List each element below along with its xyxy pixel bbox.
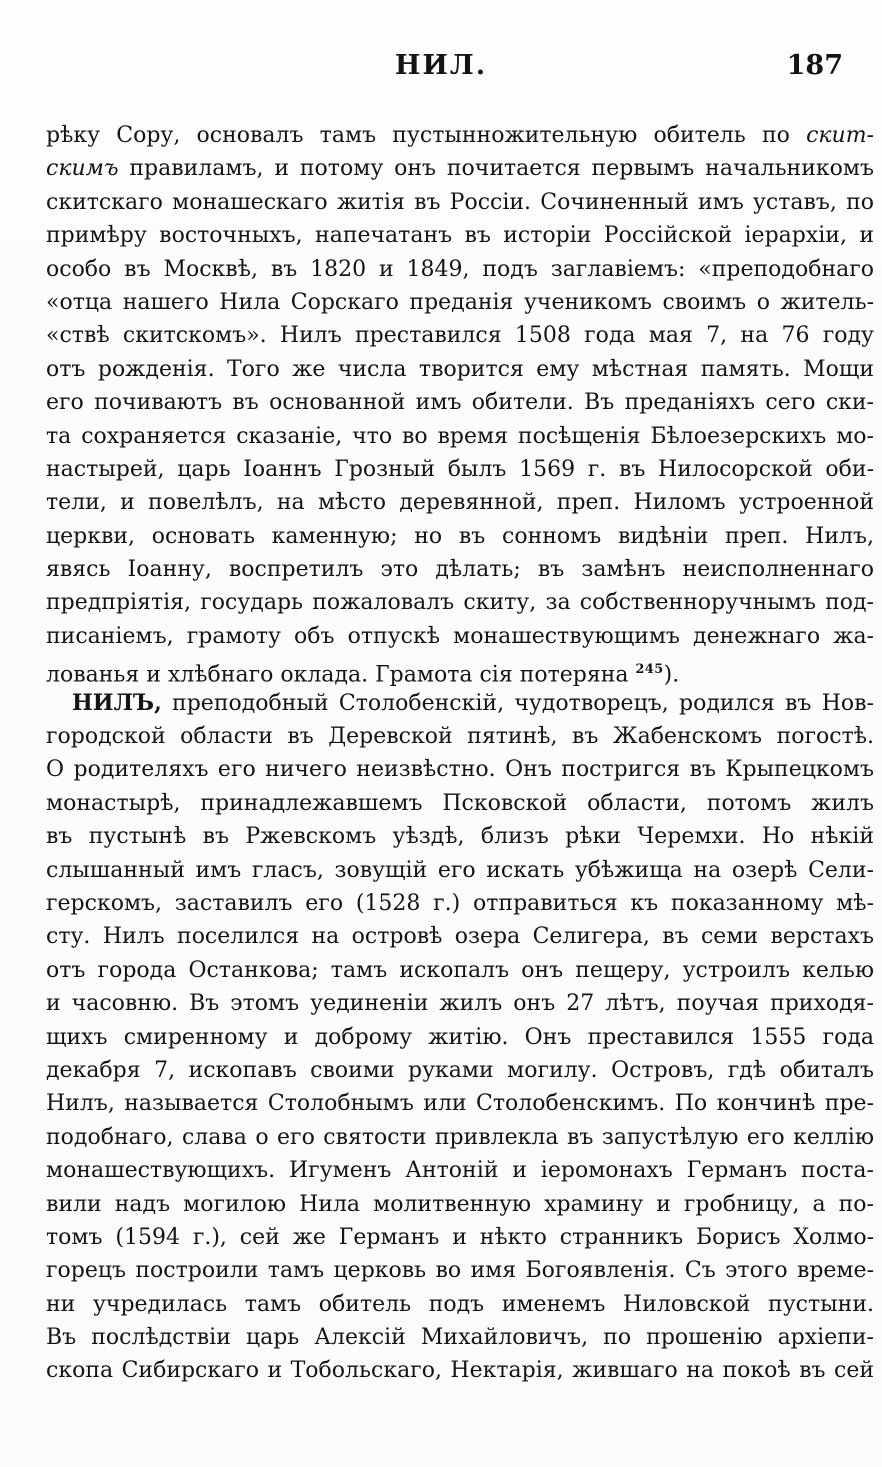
text-line — [46, 453, 874, 486]
text-segment: горецъ построили тамъ церковь во имя Богоявленія. Съ этого време- — [46, 1258, 874, 1284]
text-line — [46, 1288, 874, 1321]
text-segment: его почиваютъ въ основанной имъ обители. Въ преданіяхъ сего ски- — [46, 390, 874, 416]
text-line — [46, 186, 874, 219]
text-line — [46, 987, 874, 1020]
text-segment: ). — [663, 662, 680, 687]
running-title: НИЛ. — [394, 50, 488, 81]
text-line — [46, 219, 874, 252]
page-number: 187 — [786, 50, 843, 81]
text-segment: настырей, царь Іоаннъ Грозный былъ 1569 г. въ Нилосорской оби- — [46, 456, 874, 482]
page-body — [46, 119, 874, 1388]
text-line — [46, 1254, 874, 1287]
text-segment: декабря 7, ископавъ своими руками могилу. Островъ, гдѣ обиталъ — [46, 1057, 874, 1083]
text-segment: отъ рожденія. Того же числа творится ему мѣстная память. Мощи — [46, 356, 874, 382]
text-line — [46, 653, 874, 686]
page-header — [46, 50, 882, 90]
text-segment: подобнаго, слава о его святости привлекла въ запустѣлую его келлію — [46, 1124, 874, 1150]
text-segment: правиламъ, и потому онъ почитается первымъ начальникомъ — [118, 156, 874, 182]
text-line — [46, 854, 874, 887]
text-line — [46, 353, 874, 386]
text-segment: примѣру восточныхъ, напечатанъ въ исторіи Россійской іерархіи, и — [46, 223, 874, 249]
text-line — [46, 520, 874, 553]
text-line — [46, 920, 874, 953]
text-line — [46, 887, 874, 920]
text-line — [46, 1354, 874, 1387]
text-segment: писаніемъ, грамоту объ отпускѣ монашествующимъ денежнаго жа- — [46, 623, 874, 649]
text-segment: преподобный Столобенскій, чудотворецъ, родился въ Нов- — [161, 690, 874, 716]
text-line — [46, 1054, 874, 1087]
footnote-ref: 245 — [635, 662, 664, 678]
text-segment: лованья и хлѣбнаго оклада. Грамота сія потеряна — [46, 662, 636, 687]
text-line — [46, 420, 874, 453]
text-line — [46, 319, 874, 352]
text-segment: тели, и повелѣлъ, на мѣсто деревянной, преп. Ниломъ устроенной — [46, 490, 874, 516]
text-segment: герскомъ, заставилъ его (1528 г.) отправиться къ показанному мѣ- — [46, 890, 874, 916]
text-segment: скитскаго монашескаго житія въ Россіи. Сочиненный имъ уставъ, по — [46, 189, 874, 215]
text-segment: монашествующихъ. Игуменъ Антоній и іеромонахъ Германъ поста- — [46, 1158, 874, 1184]
text-segment: и часовню. Въ этомъ уединеніи жилъ онъ 27 лѣтъ, поучая приходя- — [46, 991, 874, 1017]
text-segment: особо въ Москвѣ, въ 1820 и 1849, подъ заглавіемъ: «преподобнаго — [46, 256, 874, 282]
text-line — [46, 1221, 874, 1254]
text-line — [46, 486, 874, 519]
text-segment: слышанный имъ гласъ, зовущій его искать убѣжища на озерѣ Сели- — [46, 857, 874, 883]
text-line — [46, 1154, 874, 1187]
text-segment: та сохраняется сказаніе, что во время посѣщенія Бѣлоезерскихъ мо- — [46, 423, 874, 449]
text-segment: скимъ — [46, 156, 119, 182]
text-segment: вили надъ могилою Нила молитвенную храмину и гробницу, а по- — [46, 1191, 874, 1217]
text-segment: явясь Іоанну, воспретилъ это дѣлать; въ замѣнъ неисполненнаго — [46, 557, 874, 583]
text-line — [46, 1188, 874, 1221]
text-segment: скопа Сибирскаго и Тобольскаго, Нектарія, жившаго на покоѣ въ сей — [46, 1358, 874, 1384]
text-line — [46, 720, 874, 753]
text-segment: томъ (1594 г.), сей же Германъ и нѣкто странникъ Борисъ Холмо- — [46, 1224, 874, 1250]
text-line — [46, 1121, 874, 1154]
text-line — [46, 553, 874, 586]
text-line — [46, 152, 874, 185]
paragraph — [46, 119, 874, 687]
text-segment: «отца нашего Нила Сорскаго преданія ученикомъ своимъ о житель- — [46, 289, 874, 315]
text-line — [46, 1321, 874, 1354]
text-line — [46, 954, 874, 987]
text-segment: скит- — [806, 123, 874, 148]
text-segment: ни учредилась тамъ обитель подъ именемъ Ниловской пустыни. — [46, 1291, 874, 1317]
text-line — [46, 820, 874, 853]
text-segment: НИЛЪ, — [72, 689, 162, 716]
text-segment: въ пустынѣ въ Ржевскомъ уѣздѣ, близъ рѣки Черемхи. Но нѣкій — [46, 824, 874, 850]
text-segment: предпріятія, государь пожаловалъ скиту, за собственноручнымъ под- — [46, 590, 874, 616]
text-line — [46, 286, 874, 319]
text-segment: Въ послѣдствіи царь Алексій Михайловичъ, по прошенію архіепи- — [46, 1325, 874, 1351]
text-line — [46, 1087, 874, 1120]
text-line — [46, 687, 874, 720]
text-line — [46, 253, 874, 286]
text-segment: церкви, основать каменную; но въ сонномъ видѣніи преп. Нилъ, — [46, 523, 874, 549]
text-line — [46, 119, 874, 152]
text-segment: городской области въ Деревской пятинѣ, въ Жабенскомъ погостѣ. — [46, 724, 874, 750]
text-line — [46, 787, 874, 820]
text-segment: сту. Нилъ поселился на островѣ озера Селигера, въ семи верстахъ — [46, 924, 874, 950]
text-segment: Нилъ, называется Столобнымъ или Столобенскимъ. По кончинѣ пре- — [46, 1091, 874, 1117]
text-line — [46, 1021, 874, 1054]
text-line — [46, 586, 874, 619]
text-line — [46, 753, 874, 786]
text-segment: монастырѣ, принадлежавшемъ Псковской области, потомъ жилъ — [46, 790, 874, 816]
text-segment: «ствѣ скитскомъ». Нилъ преставился 1508 года мая 7, на 76 году — [46, 323, 874, 349]
text-line — [46, 620, 874, 653]
text-segment: О родителяхъ его ничего неизвѣстно. Онъ постригся въ Крыпецкомъ — [46, 757, 874, 783]
text-segment: щихъ смиренному и доброму житію. Онъ преставился 1555 года — [46, 1024, 874, 1050]
text-segment: отъ города Останкова; тамъ ископалъ онъ пещеру, устроилъ келью — [46, 957, 874, 983]
text-line — [46, 386, 874, 419]
paragraph — [46, 687, 874, 1388]
text-segment: рѣку Сору, основалъ тамъ пустынножительную обитель по — [46, 123, 807, 148]
